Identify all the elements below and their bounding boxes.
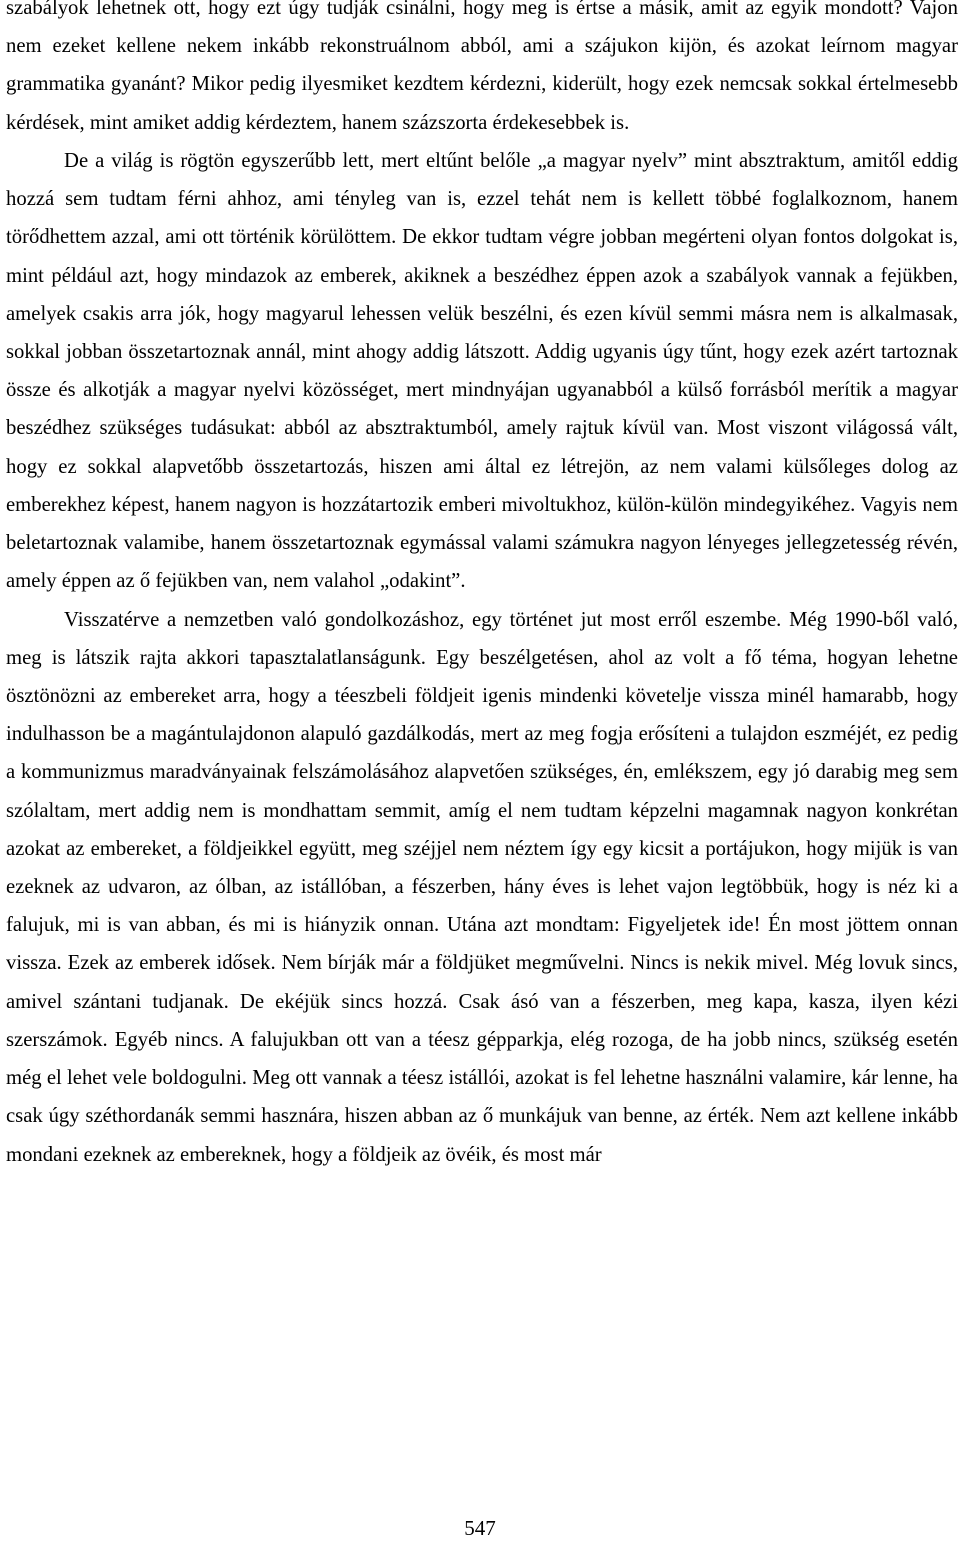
paragraph-3: Visszatérve a nemzetben való gondolkozáshoz, egy történet jut most erről eszembe. Még 1990-ből való, meg is látszik rajta akkori tapasztalatlanságunk. Egy beszélgetésen, ahol az volt a fő téma, hogyan lehetne ösztönözni az embereket arra, hogy a téeszbeli földjeit igenis mindenki követelje vissza minél hamarabb, hogy indulhasson be a magántulajdonon alapuló gazdálkodás, mert az meg fogja erősíteni a tulajdon eszméjét, ez pedig a kommunizmus maradványainak felszámolásához alapvetően szükséges, én, emlékszem, egy jó darabig meg sem szólaltam, mert addig nem is mondhattam semmit, amíg el nem tudtam képzelni magamnak nagyon konkrétan azokat az embereket, a földjeikkel együtt, meg széjjel nem néztem így egy kicsit a portájukon, hogy mijük is van ezeknek az udvaron, az ólban, az istállóban, a fészerben, hány éves is lehet vajon legtöbbük, hogy is néz ki a falujuk, mi is van abban, és mi is hiányzik onnan. Utána azt mondtam: Figyeljetek ide! Én most jöttem onnan vissza. Ezek az emberek idősek. Nem bírják már a földjüket megművelni. Nincs is nekik mivel. Még lovuk sincs, amivel szántani tudjanak. De ekéjük sincs hozzá. Csak ásó van a fészerben, meg kapa, kasza, ilyen kézi szerszámok. Egyéb nincs. A falujukban ott van a téesz gépparkja, elég rozoga, de ha jobb nincs, szükség esetén még el lehet vele boldogulni. Meg ott vannak a téesz istállói, azokat is fel lehetne használni valamire, kár lenne, ha csak úgy széthordanák semmi hasznára, hiszen abban az ő munkájuk van benne, az érték. Nem azt kellene inkább mondani ezeknek az embereknek, hogy a földjeik az övéik, és most már — [6, 608, 958, 1166]
page-number: 547 — [464, 1516, 496, 1540]
paragraph-1: szabályok lehetnek ott, hogy ezt úgy tudják csinálni, hogy meg is értse a másik, amit az egyik mondott? Vajon nem ezeket kellene nekem inkább rekonstruálnom abból, ami a szájukon kijön, és azokat leírnom magyar grammatika gyanánt? Mikor pedig ilyesmiket kezdtem kérdezni, kiderült, hogy ezek nemcsak sokkal értelmesebb kérdések, mint amiket addig kérdeztem, hanem százszorta érdekesebbek is. — [6, 0, 958, 134]
paragraph-2: De a világ is rögtön egyszerűbb lett, mert eltűnt belőle „a magyar nyelv” mint absztraktum, amitől eddig hozzá sem tudtam férni ahhoz, ami tényleg van is, ezzel tehát nem is kellett többé foglalkoznom, hanem törődhettem azzal, ami ott történik körülöttem. De ekkor tudtam végre jobban megérteni olyan fontos dolgokat is, mint például azt, hogy mindazok az emberek, akiknek a beszédhez éppen azok a szabályok vannak a fejükben, amelyek csakis arra jók, hogy magyarul lehessen velük beszélni, és ezen kívül semmi másra nem is alkalmasak, sokkal jobban összetartoznak annál, mint ahogy addig látszott. Addig ugyanis úgy tűnt, hogy ezek azért tartoznak össze és alkotják a magyar nyelvi közösséget, mert mindnyájan ugyanabból a külső forrásból merítik a magyar beszédhez szükséges tudásukat: abból az absztraktumból, amely rajtuk kívül van. Most viszont világossá vált, hogy ez sokkal alapvetőbb összetartozás, hiszen ami által ez létrejön, az nem valami külsőleges dolog az emberekhez képest, hanem nagyon is hozzátartozik emberi mivoltukhoz, külön-külön mindegyikéhez. Vagyis nem beletartoznak valamibe, hanem összetartoznak egymással valami számukra nagyon lényeges jellegzetesség révén, amely éppen az ő fejükben van, nem valahol „odakint”. — [6, 149, 958, 593]
body-text — [6, 0, 958, 1174]
